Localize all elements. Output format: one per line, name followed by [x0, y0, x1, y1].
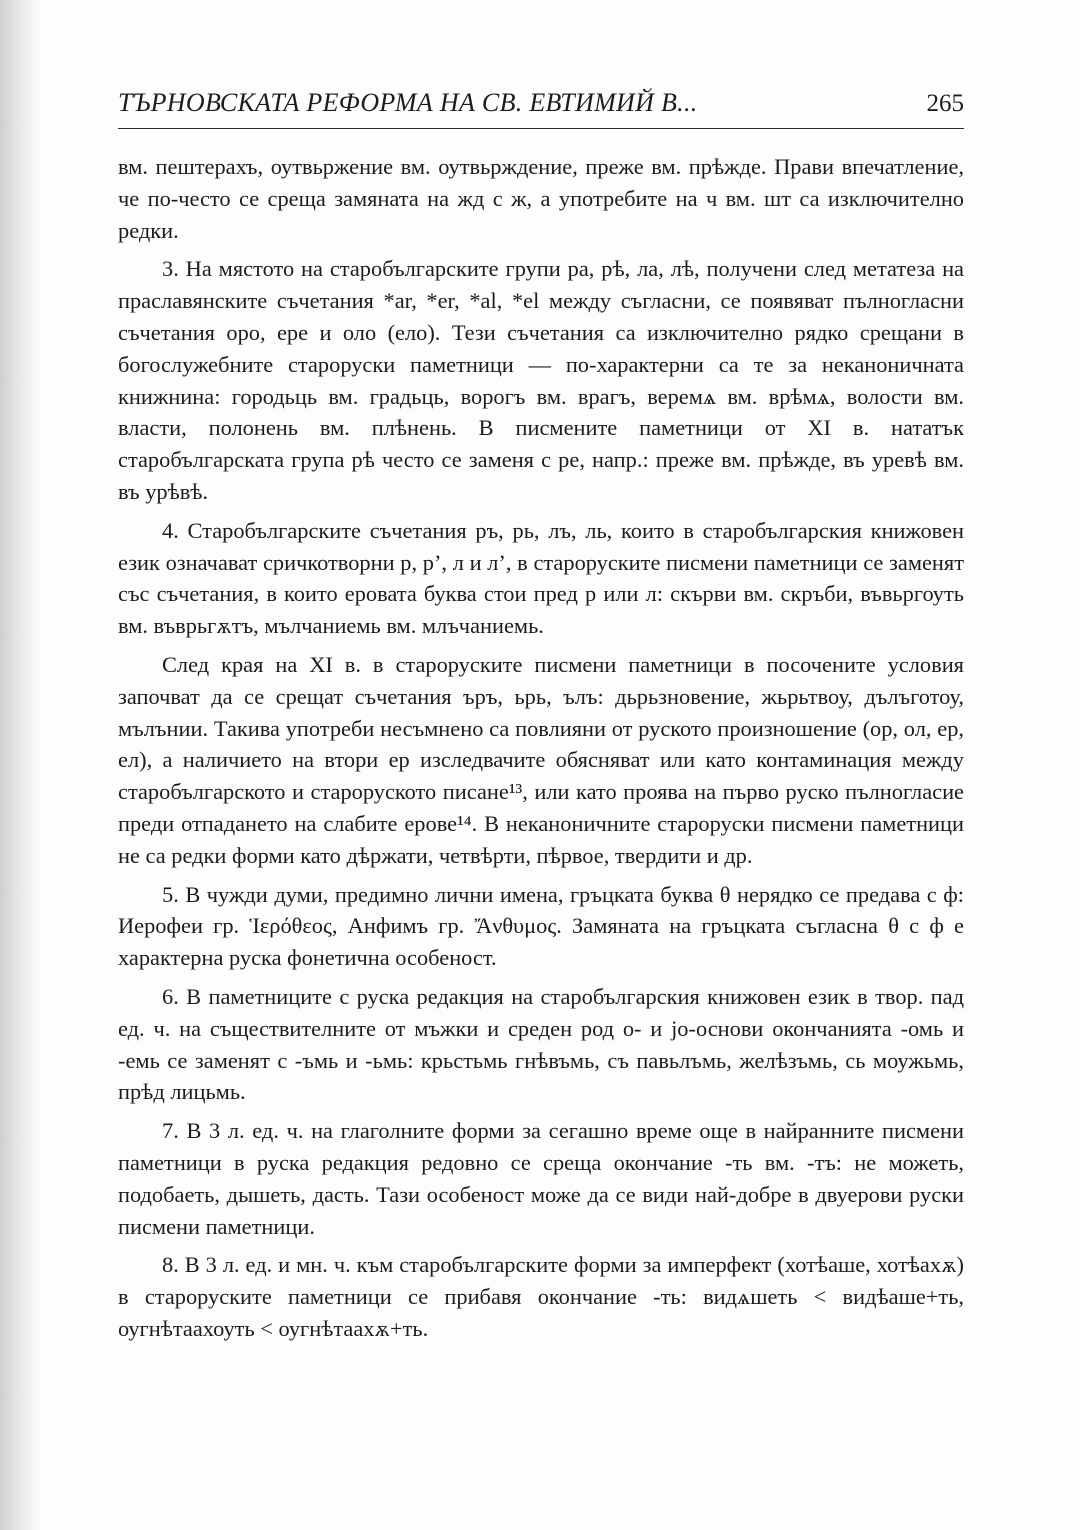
paragraph-point-5: 5. В чужди думи, предимно лични имена, гръцката буква θ нерядко се предава с ф: Иерофеи гр. Ἱερόθεος, Анфимъ гр. Ἄνθυμος. Замяната на гръцката съгласна θ с ф е характерна руска фонетична особеност.	[118, 881, 964, 971]
book-gutter-shadow	[0, 0, 40, 1530]
paragraph-point-3: 3. На мястото на старобългарските групи ра, рѣ, ла, лѣ, получени след метатеза на праславянските съчетания *ar, *er, *al, *el между съгласни, се появяват пълногласни съчетания оро, ере и оло (ело). Тези съчетания са изключително рядко срещани в богослужебните староруски паметници — по-характерни са те за неканоничната книжнина: городьць вм. градьць, ворогъ вм. врагъ, веремѧ вм. врѣмѧ, волости вм. власти, полонень вм. плѣнень. В писмените паметници от XI в. нататък старобългарската група рѣ често се заменя с ре, напр.: преже вм. прѣжде, въ уревѣ вм. въ урѣвѣ.	[118, 256, 964, 504]
page-body	[118, 151, 964, 1345]
paragraph-after-xi-century: След края на XI в. в староруските писмени паметници в посочените условия започват да се срещат съчетания ъръ, ьрь, ълъ: дьрьзновение, жьрьтвоу, дълъготоу, мълънии. Такива употреби несъмнено са повлияни от руското произношение (ор, ол, ер, ел), а наличието на втори ер изследвачите обясняват или като контаминация между старобългарското и староруското писане¹³, или като проява на първо руско пълногласие преди отпадането на слабите ерове¹⁴. В неканоничните староруски писмени паметници не са редки форми като дѣржати, четвѣрти, пѣрвое, твердити и др.	[118, 651, 964, 868]
paragraph-point-7: 7. В 3 л. ед. ч. на глаголните форми за сегашно време още в найранните писмени паметници в руска редакция редовно се среща окончание -ть вм. -тъ: не можеть, подобаеть, дышеть, дасть. Тази особеност може да се види най-добре в двуерови руски писмени паметници.	[118, 1118, 964, 1239]
paragraph-point-4: 4. Старобългарските съчетания ръ, рь, лъ, ль, които в старобългарския книжовен език означават сричкотворни р, р’, л и л’, в староруските писмени паметници се заменят със съчетания, в които еровата буква стои пред р или л: скърви вм. скръби, въвьргоуть вм. въврьгѫтъ, мълчаниемь вм. млъчаниемь.	[118, 517, 964, 639]
running-head	[118, 88, 964, 129]
paragraph-point-8: 8. В 3 л. ед. и мн. ч. към старобългарските форми за имперфект (хотѣаше, хотѣахѫ) в староруските паметници се прибавя окончание -ть: видѧшеть < видѣаше+ть, оугнѣтаахоуть < оугнѣтаахѫ+ть.	[118, 1252, 964, 1341]
paragraph-point-6: 6. В паметниците с руска редакция на старобългарския книжовен език в твор. пад ед. ч. на съществителните от мъжки и среден род о- и jo-основи окончанията -омь и -емь се заменят с -ъмь и -ьмь: крьстьмь гнѣвъмь, съ павьлъмь, желѣзъмь, сь моужьмь, прѣд лицьмь.	[118, 983, 964, 1105]
page-number: 265	[926, 90, 964, 117]
running-title: ТЪРНОВСКАТА РЕФОРМА НА СВ. ЕВТИМИЙ В...	[118, 88, 698, 117]
book-page	[118, 88, 964, 1352]
paragraph-continuation: вм. пештерахъ, оутвьржение вм. оутвьрждение, преже вм. прѣжде. Прави впечатление, че по-често се среща замяната на жд с ж, а употребите на ч вм. шт са изключително редки.	[118, 154, 964, 243]
